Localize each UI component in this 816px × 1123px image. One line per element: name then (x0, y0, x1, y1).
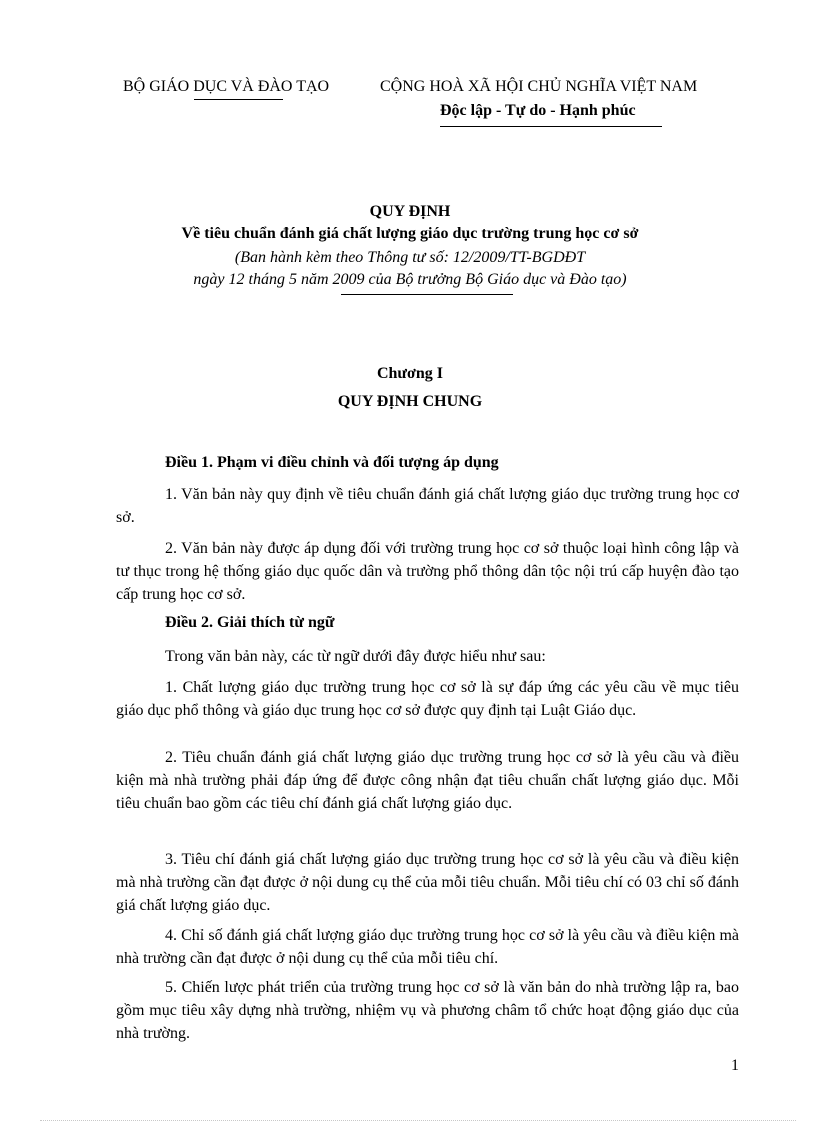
article-2-paragraph-3: 3. Tiêu chí đánh giá chất lượng giáo dục trường trung học cơ sở là yêu cầu và điều kiện mà nhà trường cần đạt được ở nội dung cụ thể của mỗi tiêu chuẩn. Mỗi tiêu chí có 03 chỉ số đánh giá chất lượng giáo dục. (116, 851, 739, 914)
chapter-name: QUY ĐỊNH CHUNG (337, 393, 483, 410)
document-subtitle: Về tiêu chuẩn đánh giá chất lượng giáo dục trường trung học cơ sở (181, 225, 639, 242)
article-2-paragraph-1: 1. Chất lượng giáo dục trường trung học cơ sở là sự đáp ứng các yêu cầu về mục tiêu giáo dục phổ thông và giáo dục trung học cơ sở được quy định tại Luật Giáo dục. (116, 679, 739, 719)
article-2-heading: Điều 2. Giải thích từ ngữ (165, 614, 335, 631)
article-2-paragraph-2: 2. Tiêu chuẩn đánh giá chất lượng giáo dục trường trung học cơ sở là yêu cầu và điều kiện mà nhà trường phải đáp ứng để được công nhận đạt tiêu chuẩn chất lượng giáo dục. Mỗi tiêu chuẩn bao gồm các tiêu chí đánh giá chất lượng giáo dục. (116, 749, 739, 812)
article-1-paragraph-1: 1. Văn bản này quy định về tiêu chuẩn đánh giá chất lượng giáo dục trường trung học cơ sở. (116, 486, 739, 526)
article-1-heading: Điều 1. Phạm vi điều chỉnh và đối tượng áp dụng (165, 454, 499, 471)
issued-by-line-2: ngày 12 tháng 5 năm 2009 của Bộ trưởng Bộ Giáo dục và Đào tạo) (193, 271, 627, 288)
article-1-paragraph-2: 2. Văn bản này được áp dụng đối với trường trung học cơ sở thuộc loại hình công lập và tư thục trong hệ thống giáo dục quốc dân và trường phổ thông dân tộc nội trú cấp huyện đào tạo cấp trung học cơ sở. (116, 540, 739, 603)
national-motto: Độc lập - Tự do - Hạnh phúc (440, 102, 636, 119)
document-title: QUY ĐỊNH (369, 203, 451, 220)
article-2-intro: Trong văn bản này, các từ ngữ dưới đây được hiểu như sau: (165, 648, 546, 665)
republic-name: CỘNG HOÀ XÃ HỘI CHỦ NGHĨA VIỆT NAM (380, 78, 698, 95)
page-number: 1 (731, 1057, 739, 1074)
title-underline (341, 294, 513, 295)
issued-by-line-1: (Ban hành kèm theo Thông tư số: 12/2009/TT-BGDĐT (234, 249, 586, 266)
motto-underline (440, 126, 662, 127)
article-2-paragraph-4: 4. Chỉ số đánh giá chất lượng giáo dục trường trung học cơ sở là yêu cầu và điều kiện mà nhà trường cần đạt được ở nội dung cụ thể của mỗi tiêu chí. (116, 927, 739, 967)
chapter-number: Chương I (376, 365, 444, 382)
ministry-name: BỘ GIÁO DỤC VÀ ĐÀO TẠO (123, 78, 330, 95)
article-2-paragraph-5: 5. Chiến lược phát triển của trường trung học cơ sở là văn bản do nhà trường lập ra, bao gồm mục tiêu xây dựng nhà trường, nhiệm vụ và phương châm tổ chức hoạt động giáo dục của nhà trường. (116, 979, 739, 1042)
ministry-underline (194, 99, 283, 100)
page-bottom-border (40, 1120, 796, 1121)
